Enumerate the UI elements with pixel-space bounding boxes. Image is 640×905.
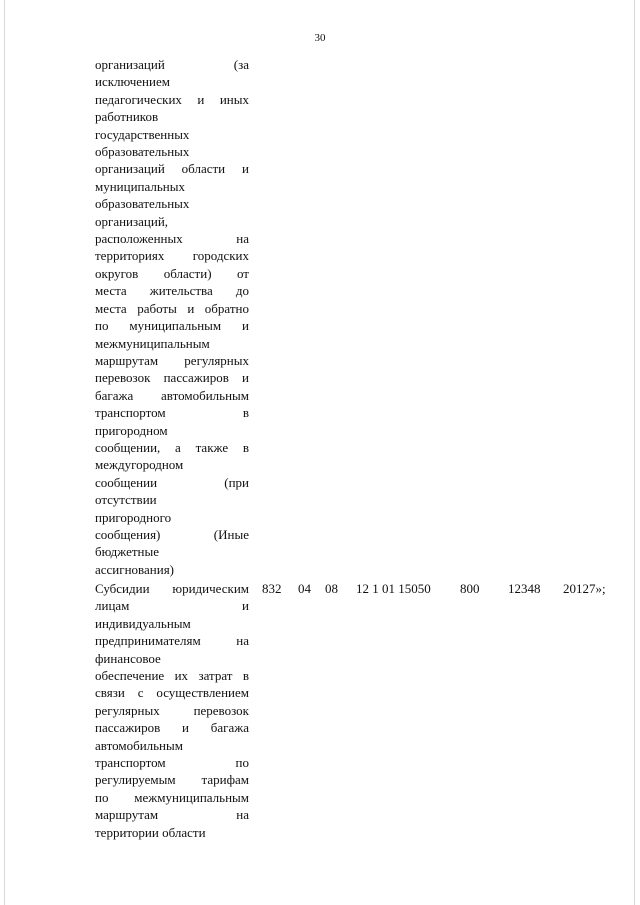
- description-line: багажа автомобильным: [95, 387, 249, 403]
- description-line: бюджетные: [95, 544, 160, 560]
- description-line: сообщении, а также в: [95, 439, 249, 455]
- description-line: маршрутам регулярных: [95, 352, 249, 368]
- description-line: связи с осуществлением: [95, 685, 249, 701]
- description-line: расположенных на: [95, 231, 249, 247]
- right-edge-line: [634, 0, 635, 905]
- description-line: лицам и: [95, 598, 249, 614]
- description-line: отсутствии: [95, 492, 157, 508]
- description-line: транспортом в: [95, 405, 249, 421]
- description-line: территории области: [95, 824, 206, 840]
- section-code: 04: [298, 581, 311, 596]
- description-line: обеспечение их затрат в: [95, 668, 249, 684]
- description-line: сообщения) (Иные: [95, 526, 249, 542]
- expense-type-code: 800: [460, 581, 480, 596]
- description-line: места жительства до: [95, 283, 249, 299]
- row-1-description: [95, 56, 249, 578]
- description-line: по межмуниципальным: [95, 789, 249, 805]
- description-line: по муниципальным и: [95, 318, 249, 334]
- amount-1: 12348: [508, 581, 541, 596]
- description-line: ассигнования): [95, 561, 175, 577]
- description-line: предпринимателям на: [95, 633, 249, 649]
- description-line: пассажиров и багажа: [95, 720, 249, 736]
- left-edge-line: [4, 0, 5, 905]
- description-line: индивидуальным: [95, 615, 191, 631]
- description-line: пригородного: [95, 509, 172, 525]
- amount-2: 20127»;: [563, 581, 606, 596]
- description-line: государственных: [95, 126, 190, 142]
- description-line: междугородном: [95, 457, 184, 473]
- description-line: организаций,: [95, 213, 169, 229]
- description-line: организаций (за: [95, 57, 249, 72]
- description-line: работников: [95, 109, 159, 125]
- description-line: территориях городских: [95, 248, 249, 264]
- description-line: пригородном: [95, 422, 168, 438]
- description-line: финансовое: [95, 650, 161, 666]
- description-line: организаций области и: [95, 161, 249, 177]
- description-line: образовательных: [95, 144, 190, 160]
- description-line: регулярных перевозок: [95, 702, 249, 718]
- target-article-code: 12 1 01 15050: [356, 581, 431, 596]
- description-line: регулируемым тарифам: [95, 772, 249, 788]
- description-line: образовательных: [95, 196, 190, 212]
- ministry-code: 832: [262, 581, 282, 596]
- description-line: Субсидии юридическим: [95, 581, 249, 596]
- page-number: 30: [314, 32, 326, 44]
- description-line: исключением: [95, 74, 170, 90]
- description-line: перевозок пассажиров и: [95, 370, 249, 386]
- description-line: округов области) от: [95, 265, 249, 281]
- description-line: педагогических и иных: [95, 91, 249, 107]
- description-line: сообщении (при: [95, 474, 249, 490]
- subsection-code: 08: [325, 581, 338, 596]
- description-line: автомобильным: [95, 737, 183, 753]
- description-line: маршрутам на: [95, 807, 249, 823]
- row-2-description: [95, 580, 249, 841]
- description-line: транспортом по: [95, 755, 249, 771]
- description-line: места работы и обратно: [95, 300, 249, 316]
- description-line: муниципальных: [95, 178, 186, 194]
- description-line: межмуниципальным: [95, 335, 210, 351]
